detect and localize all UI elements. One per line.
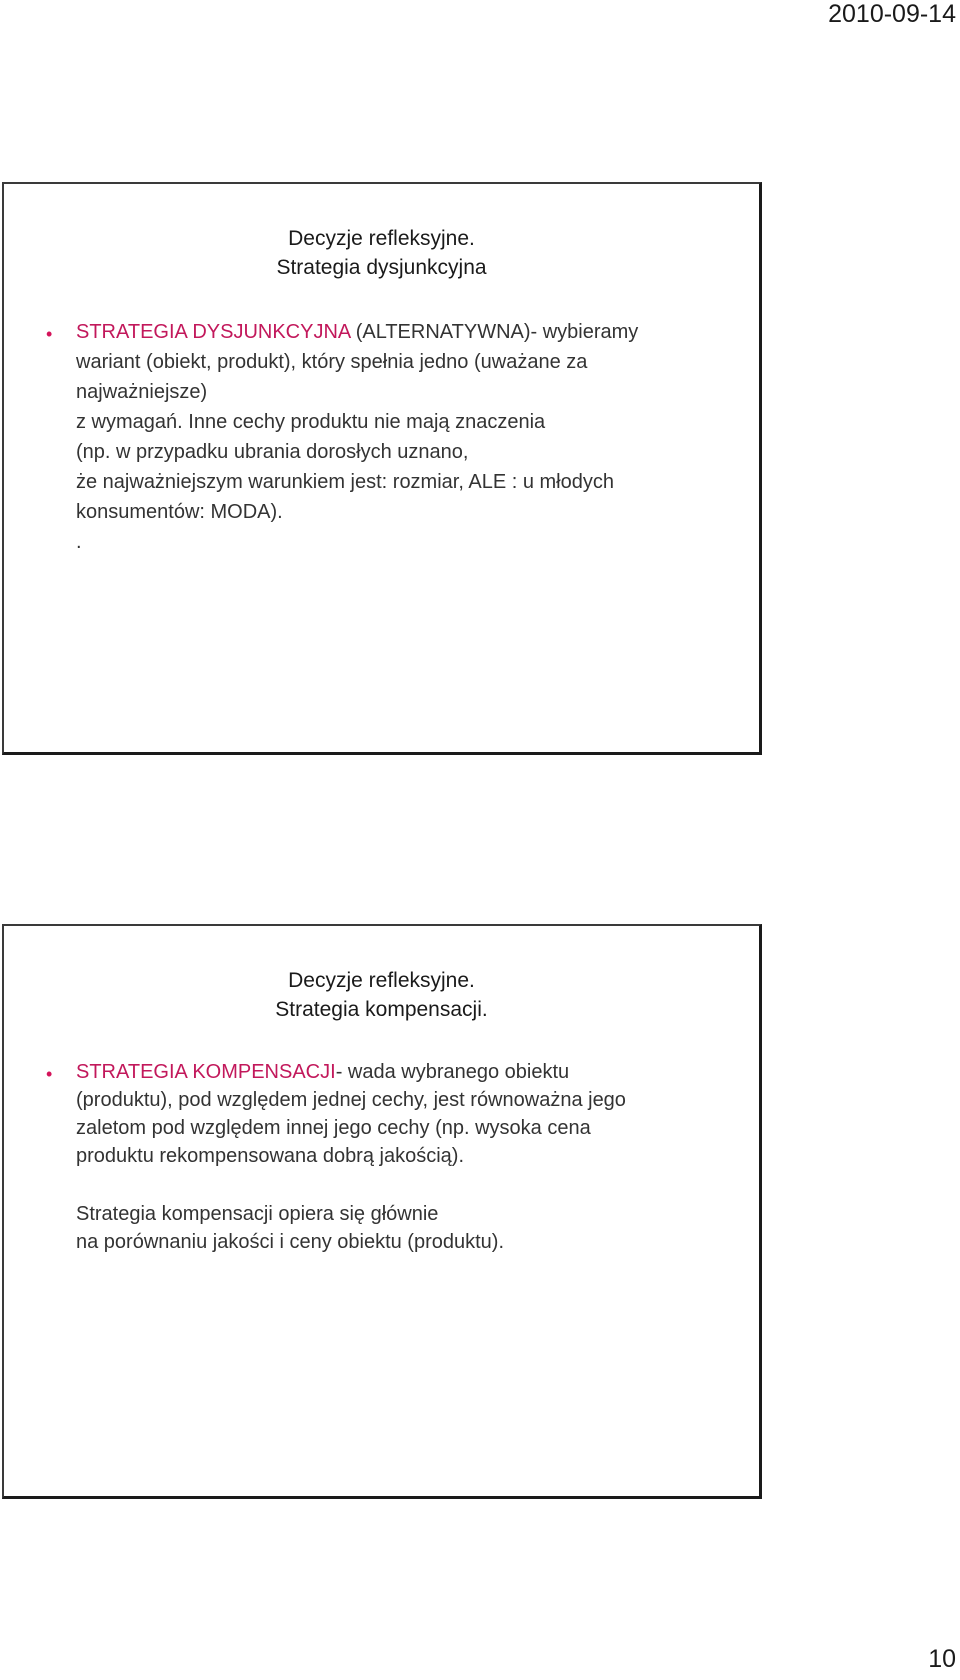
slide-title-line2: Strategia dysjunkcyjna (276, 256, 487, 279)
slide-body-rest: wariant (obiekt, produkt), który spełnia jedno (uważane za najważniejsze) z wymagań. Inne cechy produktu nie mają znaczenia (np. w przypadku ubrania dorosłych uznano, że najważniejszym warunkiem jest: rozmiar, ALE : u młodych konsumentów: MODA). . (76, 351, 614, 553)
bullet-icon: • (46, 1064, 53, 1084)
body-line1-rest: - wada wybranego obiektu (335, 1061, 570, 1083)
strategy-highlight: STRATEGIA KOMPENSACJI (76, 1061, 336, 1083)
page-number: 10 (928, 1645, 956, 1673)
slide-extra-text: Strategia kompensacji opiera się głównie na porównaniu jakości i ceny obiektu (produktu). (76, 1203, 505, 1253)
slide-title-line1: Decyzje refleksyjne. (288, 969, 475, 992)
bullet-icon: • (46, 324, 53, 344)
slide-body (76, 317, 756, 347)
slide-body (76, 1058, 756, 1086)
header-date: 2010-09-14 (828, 0, 956, 28)
slide-dysjunkcyjna (2, 182, 762, 755)
slide-title-line1: Decyzje refleksyjne. (288, 227, 475, 250)
slide-kompensacji (2, 924, 762, 1499)
body-line1-rest: (ALTERNATYWNA)- wybieramy (350, 321, 639, 343)
slide-body-rest: (produktu), pod względem jednej cechy, jest równoważna jego zaletom pod względem innej jego cechy (np. wysoka cena produktu rekompensowana dobrą jakością). (76, 1089, 626, 1167)
slide-title-line2: Strategia kompensacji. (275, 998, 488, 1021)
strategy-highlight: STRATEGIA DYSJUNKCYJNA (76, 321, 351, 343)
